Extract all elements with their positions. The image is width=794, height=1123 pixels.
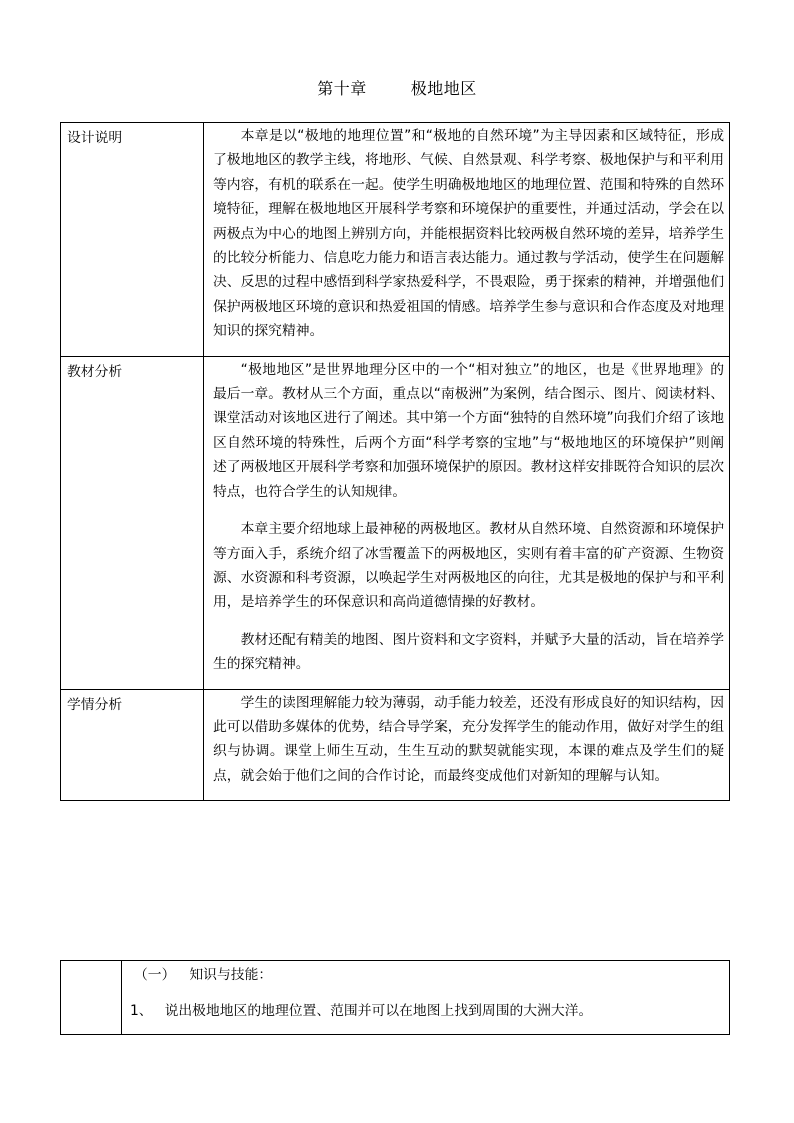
goals-content-cell [122, 961, 730, 1035]
table-row-student-analysis [61, 689, 730, 801]
goal-heading [130, 964, 723, 986]
table-row-textbook-analysis [61, 356, 730, 689]
design-table [60, 122, 730, 801]
table-row-goals [61, 961, 730, 1035]
list-item [130, 1000, 723, 1022]
row-content-textbook-analysis [204, 356, 730, 689]
paragraph: 学生的读图理解能力较为薄弱，动手能力较差，还没有形成良好的知识结构，因此可以借助多媒体的优势，结合导学案，充分发挥学生的能动作用，做好对学生的组织与协调。课堂上师生互动，生生互动的默契就能实现，本课的难点及学生们的疑点，就会始于他们之间的合作讨论，而最终变成他们对新知的理解与认知。 [213, 694, 724, 784]
row-content-student-analysis [204, 689, 730, 801]
paragraph: 本章主要介绍地球上最神秘的两极地区。教材从自然环境、自然资源和环境保护等方面入手，系统介绍了冰雪覆盖下的两极地区，实则有着丰富的矿产资源、生物资源、水资源和科考资源，以唤起学生对两极地区的向往，尤其是极地的保护与和平利用，是培养学生的环保意识和高尚道德情操的好教材。 [213, 521, 724, 611]
table-row-design-notes [61, 123, 730, 357]
row-label-textbook-analysis: 教材分析 [61, 356, 204, 689]
goal-item-text: 说出极地地区的地理位置、范围并可以在地图上找到周围的大洲大洋。 [164, 1003, 593, 1019]
paragraph: 教材还配有精美的地图、图片资料和文字资料，并赋予大量的活动，旨在培养学生的探究精神。 [213, 631, 724, 673]
row-label-design-notes: 设计说明 [61, 123, 204, 357]
page-title [0, 79, 794, 99]
goals-label-cell [61, 961, 122, 1035]
goal-heading-text: 知识与技能： [189, 967, 273, 983]
goal-item-number: 1、 [130, 1003, 153, 1019]
chapter-number: 第十章 [317, 79, 367, 98]
chapter-name: 极地地区 [410, 79, 477, 98]
row-label-student-analysis: 学情分析 [61, 689, 204, 801]
paragraph: 本章是以“极地的地理位置”和“极地的自然环境”为主导因素和区域特征，形成了极地地区的教学主线，将地形、气候、自然景观、科学考察、极地保护与和平利用等内容，有机的联系在一起。使学生明确极地地区的地理位置、范围和特殊的自然环境特征，理解在极地地区开展科学考察和环境保护的重要性，并通过活动，学会在以两极点为中心的地图上辨别方向，并能根据资料比较两极自然环境的差异，培养学生的比较分析能力、信息吃力能力和语言表达能力。通过教与学活动，使学生在问题解决、反思的过程中感悟到科学家热爱科学，不畏艰险，勇于探索的精神，并增强他们保护两极地区环境的意识和热爱祖国的情感。培养学生参与意识和合作态度及对地理知识的探究精神。 [213, 128, 724, 340]
goals-table [60, 960, 730, 1035]
goal-heading-number: （一） [134, 967, 176, 983]
row-content-design-notes [204, 123, 730, 357]
paragraph: “极地地区”是世界地理分区中的一个“相对独立”的地区，也是《世界地理》的最后一章。教材从三个方面，重点以“南极洲”为案例，结合图示、图片、阅读材料、课堂活动对该地区进行了阐述。其中第一个方面“独特的自然环境”向我们介绍了该地区自然环境的特殊性，后两个方面“科学考察的宝地”与“极地地区的环境保护”则阐述了两极地区开展科学考察和加强环境保护的原因。教材这样安排既符合知识的层次特点，也符合学生的认知规律。 [213, 361, 724, 500]
